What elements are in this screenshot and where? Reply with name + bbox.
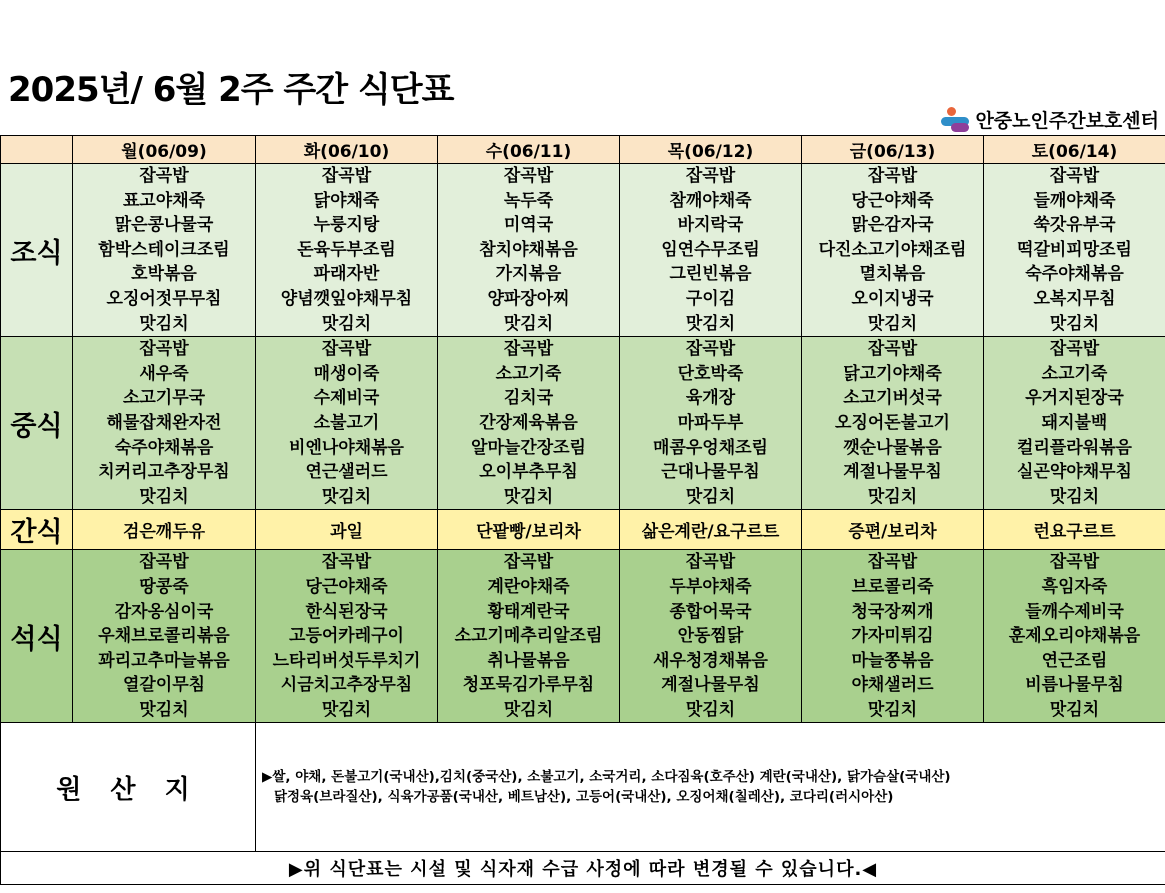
menu-item: 닭고기야채죽	[843, 363, 942, 384]
menu-item: 연근샐러드	[305, 462, 388, 483]
menu-item: 잡곡밥	[321, 166, 372, 186]
menu-cell	[73, 550, 256, 723]
menu-item: 오징어젓무무침	[106, 288, 222, 309]
menu-item: 멸치볶음	[859, 264, 926, 285]
menu-item: 계절나물무침	[843, 462, 942, 483]
menu-item: 잡곡밥	[1049, 166, 1100, 186]
menu-item: 잡곡밥	[867, 552, 918, 573]
menu-item: 들깨수제비국	[1025, 601, 1124, 622]
menu-item: 오징어돈불고기	[835, 412, 950, 433]
menu-item: 맛김치	[321, 313, 372, 334]
menu-item: 소고기메추리알조림	[454, 626, 603, 647]
menu-item: 맛김치	[1049, 486, 1100, 507]
menu-item: 땅콩죽	[139, 576, 189, 597]
menu-item: 안동찜닭	[677, 626, 744, 647]
menu-item: 매생이죽	[313, 363, 380, 384]
menu-cell	[438, 337, 620, 510]
menu-item: 잡곡밥	[139, 339, 189, 360]
menu-item: 맛김치	[1049, 313, 1100, 334]
menu-item: 닭야채죽	[313, 190, 380, 211]
menu-item: 맛김치	[503, 313, 554, 334]
menu-item: 오이지냉국	[851, 288, 934, 309]
menu-item: 맛김치	[321, 486, 372, 507]
menu-item: 수제비국	[313, 388, 380, 409]
menu-item: 잡곡밥	[685, 339, 736, 360]
menu-item: 잡곡밥	[867, 166, 918, 186]
menu-item: 훈제오리야채볶음	[1008, 626, 1141, 647]
menu-item: 맛김치	[139, 486, 189, 507]
menu-item: 구이김	[685, 288, 736, 309]
menu-item: 깻순나물볶음	[843, 437, 942, 458]
menu-item: 맛김치	[139, 699, 189, 720]
menu-item: 잡곡밥	[321, 339, 372, 360]
menu-item: 취나물볶음	[487, 650, 570, 671]
menu-item: 한식된장국	[305, 601, 388, 622]
notice-text: ▶위 식단표는 시설 및 식자재 수급 사정에 따라 변경될 수 있습니다.◀	[1, 852, 1165, 885]
day-header: 토(06/14)	[984, 136, 1165, 164]
menu-item: 야채샐러드	[851, 675, 934, 696]
menu-item: 김치국	[503, 388, 554, 409]
menu-item: 맑은콩나물국	[114, 215, 214, 236]
day-header: 월(06/09)	[73, 136, 256, 164]
menu-cell	[256, 337, 438, 510]
menu-item: 참치야채볶음	[479, 239, 578, 260]
menu-item: 양파장아찌	[487, 288, 570, 309]
menu-item: 맛김치	[503, 699, 554, 720]
menu-item: 맛김치	[867, 699, 918, 720]
menu-item: 잡곡밥	[139, 166, 189, 186]
org-logo-icon	[941, 107, 969, 133]
menu-cell	[802, 164, 984, 337]
menu-item: 숙주야채볶음	[114, 437, 214, 458]
notice-row	[1, 852, 1165, 885]
meal-label-snack: 간식	[1, 510, 73, 550]
menu-item: 떡갈비피망조림	[1017, 239, 1132, 260]
menu-cell	[256, 164, 438, 337]
menu-cell	[620, 550, 802, 723]
menu-item: 새우청경채볶음	[653, 650, 768, 671]
menu-cell	[438, 164, 620, 337]
menu-item: 마늘쫑볶음	[851, 650, 934, 671]
snack-cell: 과일	[256, 510, 438, 550]
menu-item: 함박스테이크조림	[98, 239, 230, 260]
menu-item: 돼지불백	[1041, 412, 1108, 433]
menu-item: 해물잡채완자전	[106, 412, 222, 433]
menu-item: 매콤우엉채조림	[653, 437, 768, 458]
menu-cell	[256, 550, 438, 723]
menu-item: 잡곡밥	[1049, 552, 1100, 573]
menu-item: 감자옹심이국	[114, 601, 214, 622]
snack-cell: 검은깨두유	[73, 510, 256, 550]
day-header: 금(06/13)	[802, 136, 984, 164]
dinner-row	[1, 550, 1165, 723]
menu-item: 소고기버섯국	[843, 388, 942, 409]
menu-item: 맑은감자국	[851, 215, 934, 236]
menu-item: 표고야채죽	[122, 190, 206, 211]
menu-item: 잡곡밥	[867, 339, 918, 360]
menu-item: 맛김치	[685, 486, 736, 507]
menu-item: 잡곡밥	[685, 552, 736, 573]
menu-item: 새우죽	[139, 363, 189, 384]
menu-item: 브로콜리죽	[851, 576, 934, 597]
menu-item: 참깨야채죽	[669, 190, 752, 211]
menu-item: 잡곡밥	[139, 552, 189, 573]
menu-item: 가자미튀김	[851, 626, 934, 647]
menu-item: 맛김치	[1049, 699, 1100, 720]
menu-item: 소고기죽	[1041, 363, 1108, 384]
menu-item: 두부야채죽	[669, 576, 752, 597]
menu-item: 양념깻잎야채무침	[280, 288, 413, 309]
meal-label-dinner: 석식	[1, 550, 73, 723]
snack-cell: 삶은계란/요구르트	[620, 510, 802, 550]
menu-item: 잡곡밥	[321, 552, 372, 573]
menu-item: 우채브로콜리볶음	[98, 626, 230, 647]
menu-item: 맛김치	[685, 699, 736, 720]
menu-item: 누룽지탕	[313, 215, 380, 236]
menu-item: 맛김치	[139, 313, 189, 334]
origin-line: ▶쌀, 야채, 돈불고기(국내산),김치(중국산), 소불고기, 소국거리, 소다짐육(호주산) 계란(국내산), 닭가슴살(국내산)	[262, 769, 951, 786]
menu-item: 쑥갓유부국	[1033, 215, 1116, 236]
menu-item: 녹두죽	[503, 190, 554, 211]
menu-item: 연근조림	[1041, 650, 1108, 671]
menu-item: 소불고기	[313, 412, 380, 433]
menu-item: 바지락국	[677, 215, 744, 236]
page-title: 2025년/ 6월 2주 주간 식단표	[8, 70, 454, 110]
menu-item: 소고기무국	[122, 388, 206, 409]
snack-cell: 증편/보리차	[802, 510, 984, 550]
menu-item: 느타리버섯두루치기	[272, 650, 421, 671]
meal-label-breakfast: 조식	[1, 164, 73, 337]
menu-cell	[802, 337, 984, 510]
menu-item: 열갈이무침	[122, 675, 206, 696]
menu-item: 당근야채죽	[851, 190, 934, 211]
menu-item: 종합어묵국	[669, 601, 752, 622]
menu-item: 오복지무침	[1033, 288, 1116, 309]
menu-item: 고등어카레구이	[289, 626, 404, 647]
breakfast-row	[1, 164, 1165, 337]
menu-item: 실곤약야채무침	[1017, 462, 1132, 483]
menu-item: 파래자반	[313, 264, 380, 285]
menu-item: 잡곡밥	[1049, 339, 1100, 360]
menu-cell	[73, 337, 256, 510]
menu-cell	[984, 164, 1165, 337]
menu-item: 돈육두부조림	[297, 239, 396, 260]
menu-item: 들깨야채죽	[1033, 190, 1116, 211]
day-header: 목(06/12)	[620, 136, 802, 164]
menu-item: 비엔나야채볶음	[289, 437, 404, 458]
menu-item: 계절나물무침	[661, 675, 760, 696]
menu-item: 미역국	[503, 215, 554, 236]
menu-item: 마파두부	[677, 412, 744, 433]
menu-cell	[984, 550, 1165, 723]
menu-table	[0, 135, 1165, 885]
snack-cell: 단팥빵/보리차	[438, 510, 620, 550]
menu-cell	[438, 550, 620, 723]
menu-item: 오이부추무침	[479, 462, 578, 483]
menu-item: 맛김치	[321, 699, 372, 720]
menu-item: 황태계란국	[487, 601, 570, 622]
menu-item: 맛김치	[867, 486, 918, 507]
org-name: 안중노인주간보호센터	[975, 110, 1159, 132]
menu-item: 가지볶음	[495, 264, 562, 285]
menu-cell	[984, 337, 1165, 510]
menu-cell	[620, 337, 802, 510]
menu-item: 단호박죽	[677, 363, 744, 384]
origin-row	[1, 723, 1165, 852]
origin-text	[256, 723, 1165, 852]
menu-item: 치커리고추장무침	[98, 462, 230, 483]
menu-item: 육개장	[685, 388, 736, 409]
menu-item: 청국장찌개	[851, 601, 934, 622]
menu-item: 꽈리고추마늘볶음	[98, 650, 230, 671]
origin-label: 원 산 지	[1, 723, 256, 852]
day-header: 화(06/10)	[256, 136, 438, 164]
snack-cell: 런요구르트	[984, 510, 1165, 550]
origin-line: 닭정육(브라질산), 식육가공품(국내산, 베트남산), 고등어(국내산), 오징어채(칠레산), 코다리(러시아산)	[274, 789, 894, 806]
day-header-row	[1, 136, 1165, 164]
menu-item: 맛김치	[867, 313, 918, 334]
menu-item: 다진소고기야채조림	[818, 239, 967, 260]
menu-item: 잡곡밥	[503, 552, 554, 573]
snack-row	[1, 510, 1165, 550]
menu-item: 계란야채죽	[487, 576, 570, 597]
menu-item: 흑임자죽	[1041, 576, 1108, 597]
corner-cell	[1, 136, 73, 164]
org-brand	[941, 106, 1159, 133]
menu-item: 컬리플라워볶음	[1017, 437, 1132, 458]
menu-item: 잡곡밥	[503, 166, 554, 186]
menu-item: 맛김치	[503, 486, 554, 507]
menu-item: 근대나물무침	[661, 462, 760, 483]
menu-item: 우거지된장국	[1025, 388, 1124, 409]
menu-item: 시금치고추장무침	[280, 675, 413, 696]
menu-item: 당근야채죽	[305, 576, 388, 597]
menu-item: 비름나물무침	[1025, 675, 1124, 696]
menu-item: 숙주야채볶음	[1025, 264, 1124, 285]
menu-item: 알마늘간장조림	[471, 437, 586, 458]
day-header: 수(06/11)	[438, 136, 620, 164]
menu-item: 맛김치	[685, 313, 736, 334]
menu-item: 소고기죽	[495, 363, 562, 384]
menu-item: 간장제육볶음	[479, 412, 578, 433]
lunch-row	[1, 337, 1165, 510]
menu-item: 잡곡밥	[503, 339, 554, 360]
menu-item: 임연수무조림	[661, 239, 760, 260]
meal-label-lunch: 중식	[1, 337, 73, 510]
menu-cell	[802, 550, 984, 723]
menu-item: 호박볶음	[131, 264, 197, 285]
menu-cell	[73, 164, 256, 337]
menu-item: 잡곡밥	[685, 166, 736, 186]
menu-cell	[620, 164, 802, 337]
menu-item: 청포묵김가루무침	[462, 675, 595, 696]
menu-item: 그린빈볶음	[669, 264, 752, 285]
